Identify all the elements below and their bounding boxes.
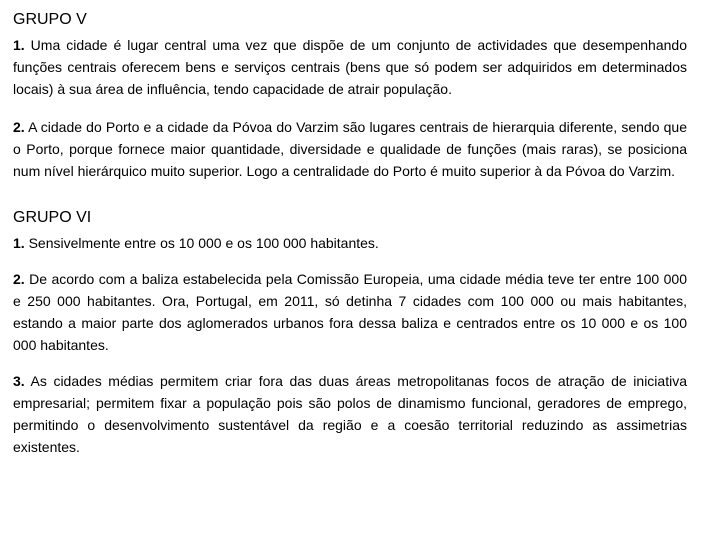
answer-number: 1. (13, 235, 25, 251)
group-vi-title: GRUPO VI (13, 209, 92, 226)
answer-text: A cidade do Porto e a cidade da Póvoa do Varzim são lugares centrais de hierarquia diferente, sendo que o Porto, porque fornece maior quantidade, diversidade e qualidade de funções (mais raras), se posiciona num nível hierárquico muito superior. Logo a centralidade do Porto é muito superior à da Póvoa do Varzim. (13, 119, 687, 179)
group-v-title: GRUPO V (13, 11, 87, 28)
answer-number: 1. (13, 37, 25, 53)
group-vi-answer-3 (13, 370, 687, 458)
group-v-answer-2 (13, 116, 687, 182)
answer-text: As cidades médias permitem criar fora das duas áreas metropolitanas focos de atração de iniciativa empresarial; permitem fixar a população pois são polos de dinamismo funcional, geradores de emprego, permitindo o desenvolvimento sustentável da região e a coesão territorial reduzindo as assimetrias existentes. (13, 373, 687, 455)
answer-number: 2. (13, 119, 25, 135)
answer-text: Uma cidade é lugar central uma vez que dispõe de um conjunto de actividades que desempenhando funções centrais oferecem bens e serviços centrais (bens que só podem ser adquiridos em determinados locais) à sua área de influência, tendo capacidade de atrair população. (13, 37, 687, 97)
group-vi-answer-2 (13, 268, 687, 356)
answer-number: 2. (13, 271, 25, 287)
answer-text: De acordo com a baliza estabelecida pela Comissão Europeia, uma cidade média teve ter entre 100 000 e 250 000 habitantes. Ora, Portugal, em 2011, só detinha 7 cidades com 100 000 ou mais habitantes, estando a maior parte dos aglomerados urbanos fora dessa baliza e centrados entre os 10 000 e os 100 000 habitantes. (13, 271, 687, 353)
answer-text: Sensivelmente entre os 10 000 e os 100 000 habitantes. (24, 235, 379, 251)
answer-number: 3. (13, 373, 25, 389)
group-vi-answer-1 (13, 232, 687, 254)
group-v-answer-1 (13, 34, 687, 100)
document-page (13, 10, 687, 458)
